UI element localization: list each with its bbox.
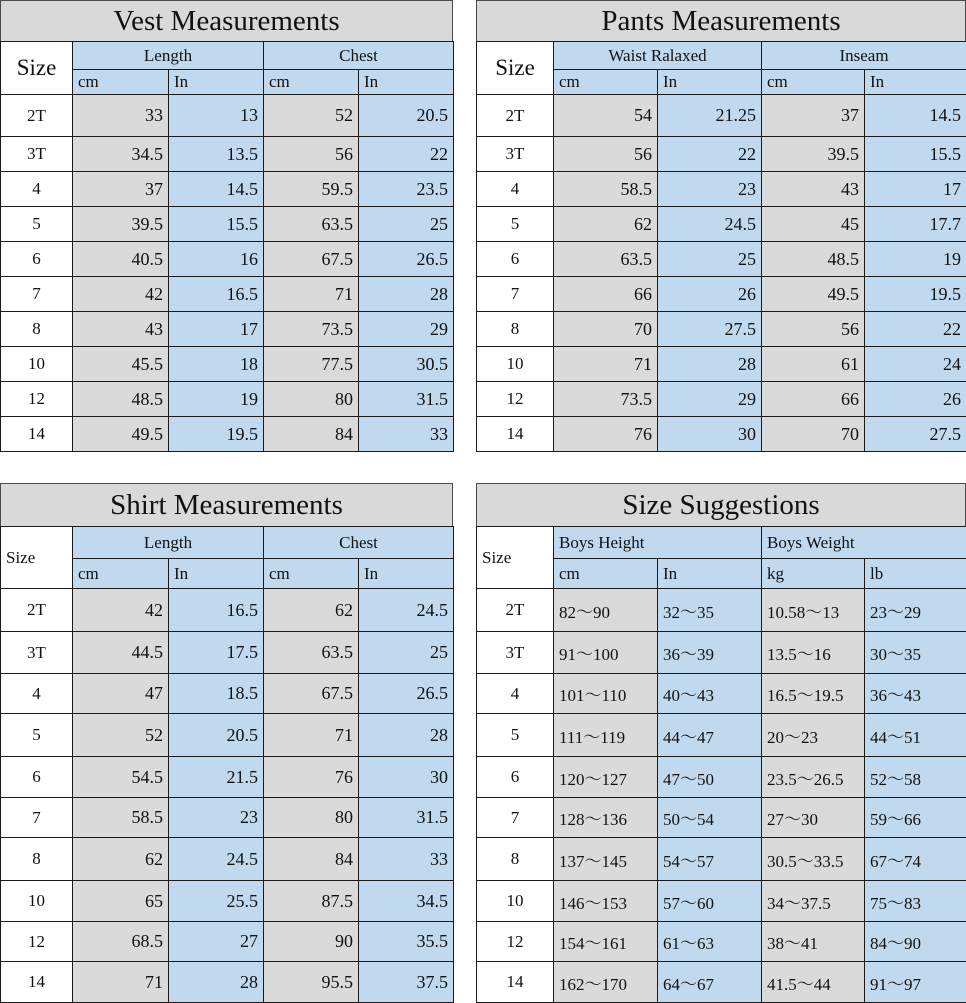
size-cell: 7	[477, 798, 554, 838]
value-cell: 25	[359, 632, 454, 674]
value-cell: 52	[264, 95, 359, 137]
value-cell: 16.5	[169, 277, 264, 312]
value-cell: 25	[359, 207, 454, 242]
value-cell: 57～60	[658, 881, 762, 922]
size-cell: 12	[1, 382, 73, 417]
value-cell: 56	[264, 137, 359, 172]
table-row	[477, 589, 966, 632]
value-cell: 43	[73, 312, 169, 347]
value-cell: 30	[359, 757, 454, 798]
size-cell: 4	[1, 172, 73, 207]
value-cell: 52～58	[865, 757, 966, 798]
value-cell: 15.5	[169, 207, 264, 242]
value-cell: 26.5	[359, 242, 454, 277]
value-cell: 26.5	[359, 674, 454, 714]
value-cell: 30	[658, 417, 762, 452]
table-row	[1, 881, 454, 922]
table-row	[477, 277, 966, 312]
value-cell: 45	[762, 207, 865, 242]
unit-header: cm	[264, 559, 359, 589]
unit-header: In	[169, 70, 264, 95]
value-cell: 20～23	[762, 714, 865, 757]
value-cell: 71	[73, 962, 169, 1003]
table-row	[1, 922, 454, 962]
size-cell: 3T	[1, 137, 73, 172]
value-cell: 21.5	[169, 757, 264, 798]
value-cell: 29	[658, 382, 762, 417]
size-cell: 12	[1, 922, 73, 962]
value-cell: 47～50	[658, 757, 762, 798]
value-cell: 67.5	[264, 674, 359, 714]
value-cell: 36～43	[865, 674, 966, 714]
header-group-row	[1, 42, 454, 70]
value-cell: 67.5	[264, 242, 359, 277]
size-cell: 3T	[477, 137, 554, 172]
value-cell: 120～127	[554, 757, 658, 798]
table-row	[477, 798, 966, 838]
table-row	[477, 347, 966, 382]
unit-header: cm	[73, 70, 169, 95]
value-cell: 29	[359, 312, 454, 347]
value-cell: 41.5～44	[762, 962, 865, 1003]
table-row	[477, 757, 966, 798]
value-cell: 24	[865, 347, 966, 382]
value-cell: 19	[865, 242, 966, 277]
value-cell: 44.5	[73, 632, 169, 674]
size-cell: 14	[477, 962, 554, 1003]
size-cell: 6	[477, 242, 554, 277]
value-cell: 44～51	[865, 714, 966, 757]
value-cell: 43	[762, 172, 865, 207]
table-row	[477, 312, 966, 347]
value-cell: 64～67	[658, 962, 762, 1003]
value-cell: 31.5	[359, 798, 454, 838]
header-group-row	[477, 42, 966, 70]
value-cell: 21.25	[658, 95, 762, 137]
unit-header: cm	[554, 559, 658, 589]
size-cell: 5	[1, 207, 73, 242]
group-header: Chest	[264, 527, 454, 559]
value-cell: 63.5	[264, 632, 359, 674]
value-cell: 16.5	[169, 589, 264, 632]
value-cell: 17	[865, 172, 966, 207]
value-cell: 77.5	[264, 347, 359, 382]
unit-header: In	[359, 559, 454, 589]
size-cell: 14	[477, 417, 554, 452]
value-cell: 16	[169, 242, 264, 277]
size-suggestions-panel	[476, 483, 966, 1000]
table-row	[477, 242, 966, 277]
size-cell: 2T	[477, 95, 554, 137]
value-cell: 71	[264, 277, 359, 312]
pants-table	[476, 41, 966, 452]
value-cell: 18	[169, 347, 264, 382]
vest-measurements-panel	[0, 0, 453, 458]
value-cell: 50～54	[658, 798, 762, 838]
value-cell: 45.5	[73, 347, 169, 382]
group-header: Boys Weight	[762, 527, 966, 559]
pants-title: Pants Measurements	[476, 0, 966, 42]
table-row	[477, 714, 966, 757]
size-header: Size	[477, 42, 554, 95]
size-cell: 2T	[1, 589, 73, 632]
value-cell: 42	[73, 589, 169, 632]
table-row	[477, 674, 966, 714]
value-cell: 80	[264, 382, 359, 417]
value-cell: 14.5	[865, 95, 966, 137]
value-cell: 66	[762, 382, 865, 417]
value-cell: 62	[264, 589, 359, 632]
value-cell: 23.5	[359, 172, 454, 207]
size-cell: 10	[1, 347, 73, 382]
value-cell: 65	[73, 881, 169, 922]
unit-header: In	[865, 70, 966, 95]
value-cell: 24.5	[359, 589, 454, 632]
unit-header: cm	[264, 70, 359, 95]
table-row	[1, 207, 454, 242]
table-row	[1, 714, 454, 757]
group-header: Chest	[264, 42, 454, 70]
shirt-table	[0, 526, 454, 1003]
value-cell: 49.5	[73, 417, 169, 452]
size-cell: 2T	[1, 95, 73, 137]
value-cell: 84	[264, 417, 359, 452]
table-row	[1, 95, 454, 137]
group-header: Waist Ralaxed	[554, 42, 762, 70]
value-cell: 47	[73, 674, 169, 714]
value-cell: 59～66	[865, 798, 966, 838]
value-cell: 37	[762, 95, 865, 137]
table-row	[477, 632, 966, 674]
size-cell: 3T	[477, 632, 554, 674]
value-cell: 33	[73, 95, 169, 137]
value-cell: 17.7	[865, 207, 966, 242]
unit-header: cm	[554, 70, 658, 95]
group-header: Length	[73, 527, 264, 559]
value-cell: 91～97	[865, 962, 966, 1003]
table-row	[1, 798, 454, 838]
value-cell: 14.5	[169, 172, 264, 207]
value-cell: 20.5	[359, 95, 454, 137]
value-cell: 101～110	[554, 674, 658, 714]
value-cell: 34.5	[73, 137, 169, 172]
value-cell: 62	[73, 838, 169, 881]
vest-title: Vest Measurements	[0, 0, 453, 42]
value-cell: 80	[264, 798, 359, 838]
value-cell: 34～37.5	[762, 881, 865, 922]
value-cell: 26	[865, 382, 966, 417]
size-cell: 7	[477, 277, 554, 312]
size-cell: 6	[1, 757, 73, 798]
unit-header: cm	[762, 70, 865, 95]
value-cell: 27	[169, 922, 264, 962]
table-row	[1, 312, 454, 347]
value-cell: 67～74	[865, 838, 966, 881]
table-row	[1, 137, 454, 172]
value-cell: 95.5	[264, 962, 359, 1003]
value-cell: 34.5	[359, 881, 454, 922]
value-cell: 28	[658, 347, 762, 382]
value-cell: 87.5	[264, 881, 359, 922]
size-suggestions-title: Size Suggestions	[476, 483, 966, 527]
value-cell: 32～35	[658, 589, 762, 632]
value-cell: 42	[73, 277, 169, 312]
table-row	[1, 347, 454, 382]
value-cell: 48.5	[762, 242, 865, 277]
group-header: Inseam	[762, 42, 966, 70]
size-cell: 10	[477, 347, 554, 382]
size-cell: 2T	[477, 589, 554, 632]
value-cell: 33	[359, 838, 454, 881]
value-cell: 30.5～33.5	[762, 838, 865, 881]
value-cell: 27～30	[762, 798, 865, 838]
value-cell: 71	[264, 714, 359, 757]
value-cell: 58.5	[73, 798, 169, 838]
unit-header: In	[658, 559, 762, 589]
value-cell: 31.5	[359, 382, 454, 417]
value-cell: 146～153	[554, 881, 658, 922]
value-cell: 68.5	[73, 922, 169, 962]
value-cell: 36～39	[658, 632, 762, 674]
value-cell: 56	[554, 137, 658, 172]
table-row	[477, 881, 966, 922]
value-cell: 33	[359, 417, 454, 452]
vest-table	[0, 41, 454, 452]
value-cell: 70	[762, 417, 865, 452]
table-row	[477, 382, 966, 417]
size-cell: 7	[1, 277, 73, 312]
value-cell: 62	[554, 207, 658, 242]
value-cell: 56	[762, 312, 865, 347]
unit-header: In	[359, 70, 454, 95]
value-cell: 63.5	[264, 207, 359, 242]
value-cell: 10.58～13	[762, 589, 865, 632]
table-row	[1, 417, 454, 452]
value-cell: 128～136	[554, 798, 658, 838]
value-cell: 17.5	[169, 632, 264, 674]
table-row	[477, 207, 966, 242]
value-cell: 70	[554, 312, 658, 347]
value-cell: 24.5	[658, 207, 762, 242]
table-row	[477, 922, 966, 962]
table-row	[1, 589, 454, 632]
value-cell: 54	[554, 95, 658, 137]
value-cell: 22	[865, 312, 966, 347]
size-cell: 5	[477, 714, 554, 757]
value-cell: 59.5	[264, 172, 359, 207]
value-cell: 82～90	[554, 589, 658, 632]
size-cell: 5	[477, 207, 554, 242]
size-cell: 6	[1, 242, 73, 277]
size-cell: 6	[477, 757, 554, 798]
value-cell: 19.5	[865, 277, 966, 312]
value-cell: 19	[169, 382, 264, 417]
size-header: Size	[1, 527, 73, 589]
table-row	[1, 757, 454, 798]
value-cell: 61～63	[658, 922, 762, 962]
value-cell: 30.5	[359, 347, 454, 382]
value-cell: 15.5	[865, 137, 966, 172]
size-cell: 10	[477, 881, 554, 922]
size-cell: 8	[1, 838, 73, 881]
value-cell: 58.5	[554, 172, 658, 207]
value-cell: 26	[658, 277, 762, 312]
value-cell: 137～145	[554, 838, 658, 881]
value-cell: 16.5～19.5	[762, 674, 865, 714]
size-cell: 14	[1, 417, 73, 452]
table-row	[477, 172, 966, 207]
value-cell: 25.5	[169, 881, 264, 922]
size-cell: 8	[1, 312, 73, 347]
size-header: Size	[1, 42, 73, 95]
value-cell: 162～170	[554, 962, 658, 1003]
unit-header: lb	[865, 559, 966, 589]
value-cell: 52	[73, 714, 169, 757]
value-cell: 63.5	[554, 242, 658, 277]
value-cell: 66	[554, 277, 658, 312]
value-cell: 17	[169, 312, 264, 347]
unit-header: kg	[762, 559, 865, 589]
value-cell: 27.5	[658, 312, 762, 347]
value-cell: 13.5～16	[762, 632, 865, 674]
value-cell: 90	[264, 922, 359, 962]
size-cell: 7	[1, 798, 73, 838]
size-cell: 8	[477, 312, 554, 347]
value-cell: 23.5～26.5	[762, 757, 865, 798]
table-row	[477, 962, 966, 1003]
value-cell: 13.5	[169, 137, 264, 172]
table-row	[1, 674, 454, 714]
value-cell: 73.5	[554, 382, 658, 417]
value-cell: 76	[554, 417, 658, 452]
value-cell: 76	[264, 757, 359, 798]
value-cell: 75～83	[865, 881, 966, 922]
value-cell: 73.5	[264, 312, 359, 347]
table-row	[1, 172, 454, 207]
size-cell: 8	[477, 838, 554, 881]
value-cell: 18.5	[169, 674, 264, 714]
value-cell: 19.5	[169, 417, 264, 452]
value-cell: 38～41	[762, 922, 865, 962]
size-suggestions-table	[476, 526, 966, 1003]
table-row	[477, 137, 966, 172]
value-cell: 40.5	[73, 242, 169, 277]
value-cell: 54.5	[73, 757, 169, 798]
value-cell: 24.5	[169, 838, 264, 881]
value-cell: 154～161	[554, 922, 658, 962]
table-row	[1, 632, 454, 674]
unit-header: cm	[73, 559, 169, 589]
value-cell: 71	[554, 347, 658, 382]
value-cell: 35.5	[359, 922, 454, 962]
value-cell: 28	[359, 277, 454, 312]
value-cell: 84～90	[865, 922, 966, 962]
size-cell: 12	[477, 382, 554, 417]
value-cell: 37.5	[359, 962, 454, 1003]
value-cell: 22	[359, 137, 454, 172]
size-cell: 3T	[1, 632, 73, 674]
table-row	[1, 962, 454, 1003]
shirt-title: Shirt Measurements	[0, 483, 453, 527]
value-cell: 23	[658, 172, 762, 207]
unit-header: In	[658, 70, 762, 95]
value-cell: 22	[658, 137, 762, 172]
table-row	[1, 277, 454, 312]
value-cell: 84	[264, 838, 359, 881]
value-cell: 23	[169, 798, 264, 838]
value-cell: 20.5	[169, 714, 264, 757]
value-cell: 13	[169, 95, 264, 137]
size-cell: 10	[1, 881, 73, 922]
shirt-measurements-panel	[0, 483, 453, 1000]
value-cell: 28	[169, 962, 264, 1003]
group-header: Boys Height	[554, 527, 762, 559]
pants-measurements-panel	[476, 0, 966, 458]
value-cell: 61	[762, 347, 865, 382]
size-cell: 4	[477, 172, 554, 207]
table-row	[1, 838, 454, 881]
value-cell: 23～29	[865, 589, 966, 632]
value-cell: 39.5	[762, 137, 865, 172]
value-cell: 30～35	[865, 632, 966, 674]
size-cell: 4	[477, 674, 554, 714]
header-group-row	[1, 527, 454, 559]
size-cell: 14	[1, 962, 73, 1003]
value-cell: 48.5	[73, 382, 169, 417]
value-cell: 49.5	[762, 277, 865, 312]
value-cell: 54～57	[658, 838, 762, 881]
value-cell: 44～47	[658, 714, 762, 757]
value-cell: 37	[73, 172, 169, 207]
size-header: Size	[477, 527, 554, 589]
unit-header: In	[169, 559, 264, 589]
table-row	[477, 417, 966, 452]
value-cell: 25	[658, 242, 762, 277]
value-cell: 39.5	[73, 207, 169, 242]
size-cell: 5	[1, 714, 73, 757]
value-cell: 111～119	[554, 714, 658, 757]
value-cell: 40～43	[658, 674, 762, 714]
table-row	[477, 838, 966, 881]
group-header: Length	[73, 42, 264, 70]
size-cell: 12	[477, 922, 554, 962]
value-cell: 28	[359, 714, 454, 757]
table-row	[477, 95, 966, 137]
size-cell: 4	[1, 674, 73, 714]
value-cell: 91～100	[554, 632, 658, 674]
table-row	[1, 382, 454, 417]
table-row	[1, 242, 454, 277]
header-group-row	[477, 527, 966, 559]
value-cell: 27.5	[865, 417, 966, 452]
